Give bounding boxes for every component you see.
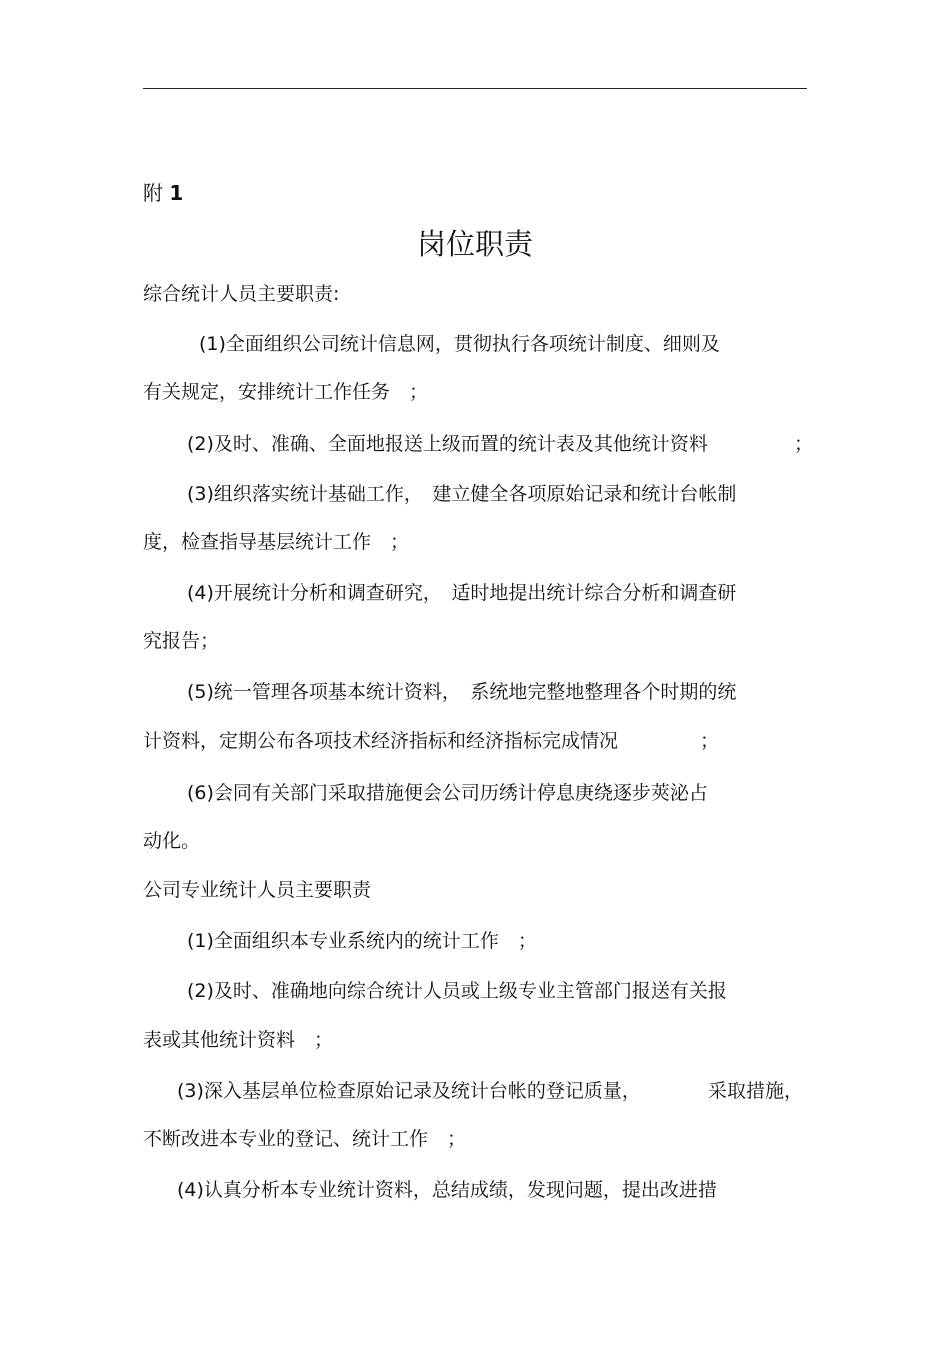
section1-line: (5)统一管理各项基本统计资料， 系统地完整地整理各个时期的统 — [187, 681, 737, 703]
section2-line: (4)认真分析本专业统计资料，总结成绩，发现问题，提出改进措 — [177, 1179, 717, 1201]
section1-line: (4)开展统计分析和调查研究， 适时地提出统计综合分析和调查研 — [187, 582, 737, 604]
section1-line: 有关规定，安排统计工作任务 ； — [143, 381, 429, 403]
header-rule — [143, 88, 807, 89]
section2-line: (2)及时、准确地向综合统计人员或上级专业主管部门报送有关报 — [187, 980, 727, 1002]
section1-line: 度，检查指导基层统计工作 ； — [143, 531, 410, 553]
annex-label — [143, 181, 183, 205]
section1-line: (6)会同有关部门采取措施便会公司历绣计停息庚绕逐步莢泌占 — [187, 782, 708, 804]
section1-line: 动化。 — [143, 830, 201, 852]
section2-line: 表或其他统计资料 ； — [143, 1029, 334, 1051]
section1-line: (1)全面组织公司统计信息网，贯彻执行各项统计制度、细则及 — [199, 333, 720, 355]
section1-line: 究报告； — [143, 630, 220, 652]
section2-line: 采取措施， — [708, 1080, 804, 1102]
section1-line: 计资料，定期公布各项技术经济指标和经济指标完成情况 — [143, 730, 619, 752]
section1-heading: 综合统计人员主要职责: — [143, 283, 340, 305]
page-title: 岗位职责 — [416, 227, 533, 261]
annex-prefix: 附 — [143, 181, 163, 205]
section1-line: ； — [794, 433, 814, 455]
section2-line: (1)全面组织本专业系统内的统计工作 ； — [187, 930, 537, 952]
section2-line: 不断改进本专业的登记、统计工作 ； — [143, 1128, 467, 1150]
section1-line: (3)组织落实统计基础工作， 建立健全各项原始记录和统计台帐制 — [187, 483, 737, 505]
section2-line: (3)深入基层单位检查原始记录及统计台帐的登记质量， — [177, 1080, 641, 1102]
section1-line: (2)及时、准确、全面地报送上级而置的统计表及其他统计资料 — [187, 433, 708, 455]
section1-line: ； — [700, 730, 720, 752]
annex-number: 1 — [169, 181, 184, 205]
section2-heading: 公司专业统计人员主要职责 — [143, 879, 372, 901]
